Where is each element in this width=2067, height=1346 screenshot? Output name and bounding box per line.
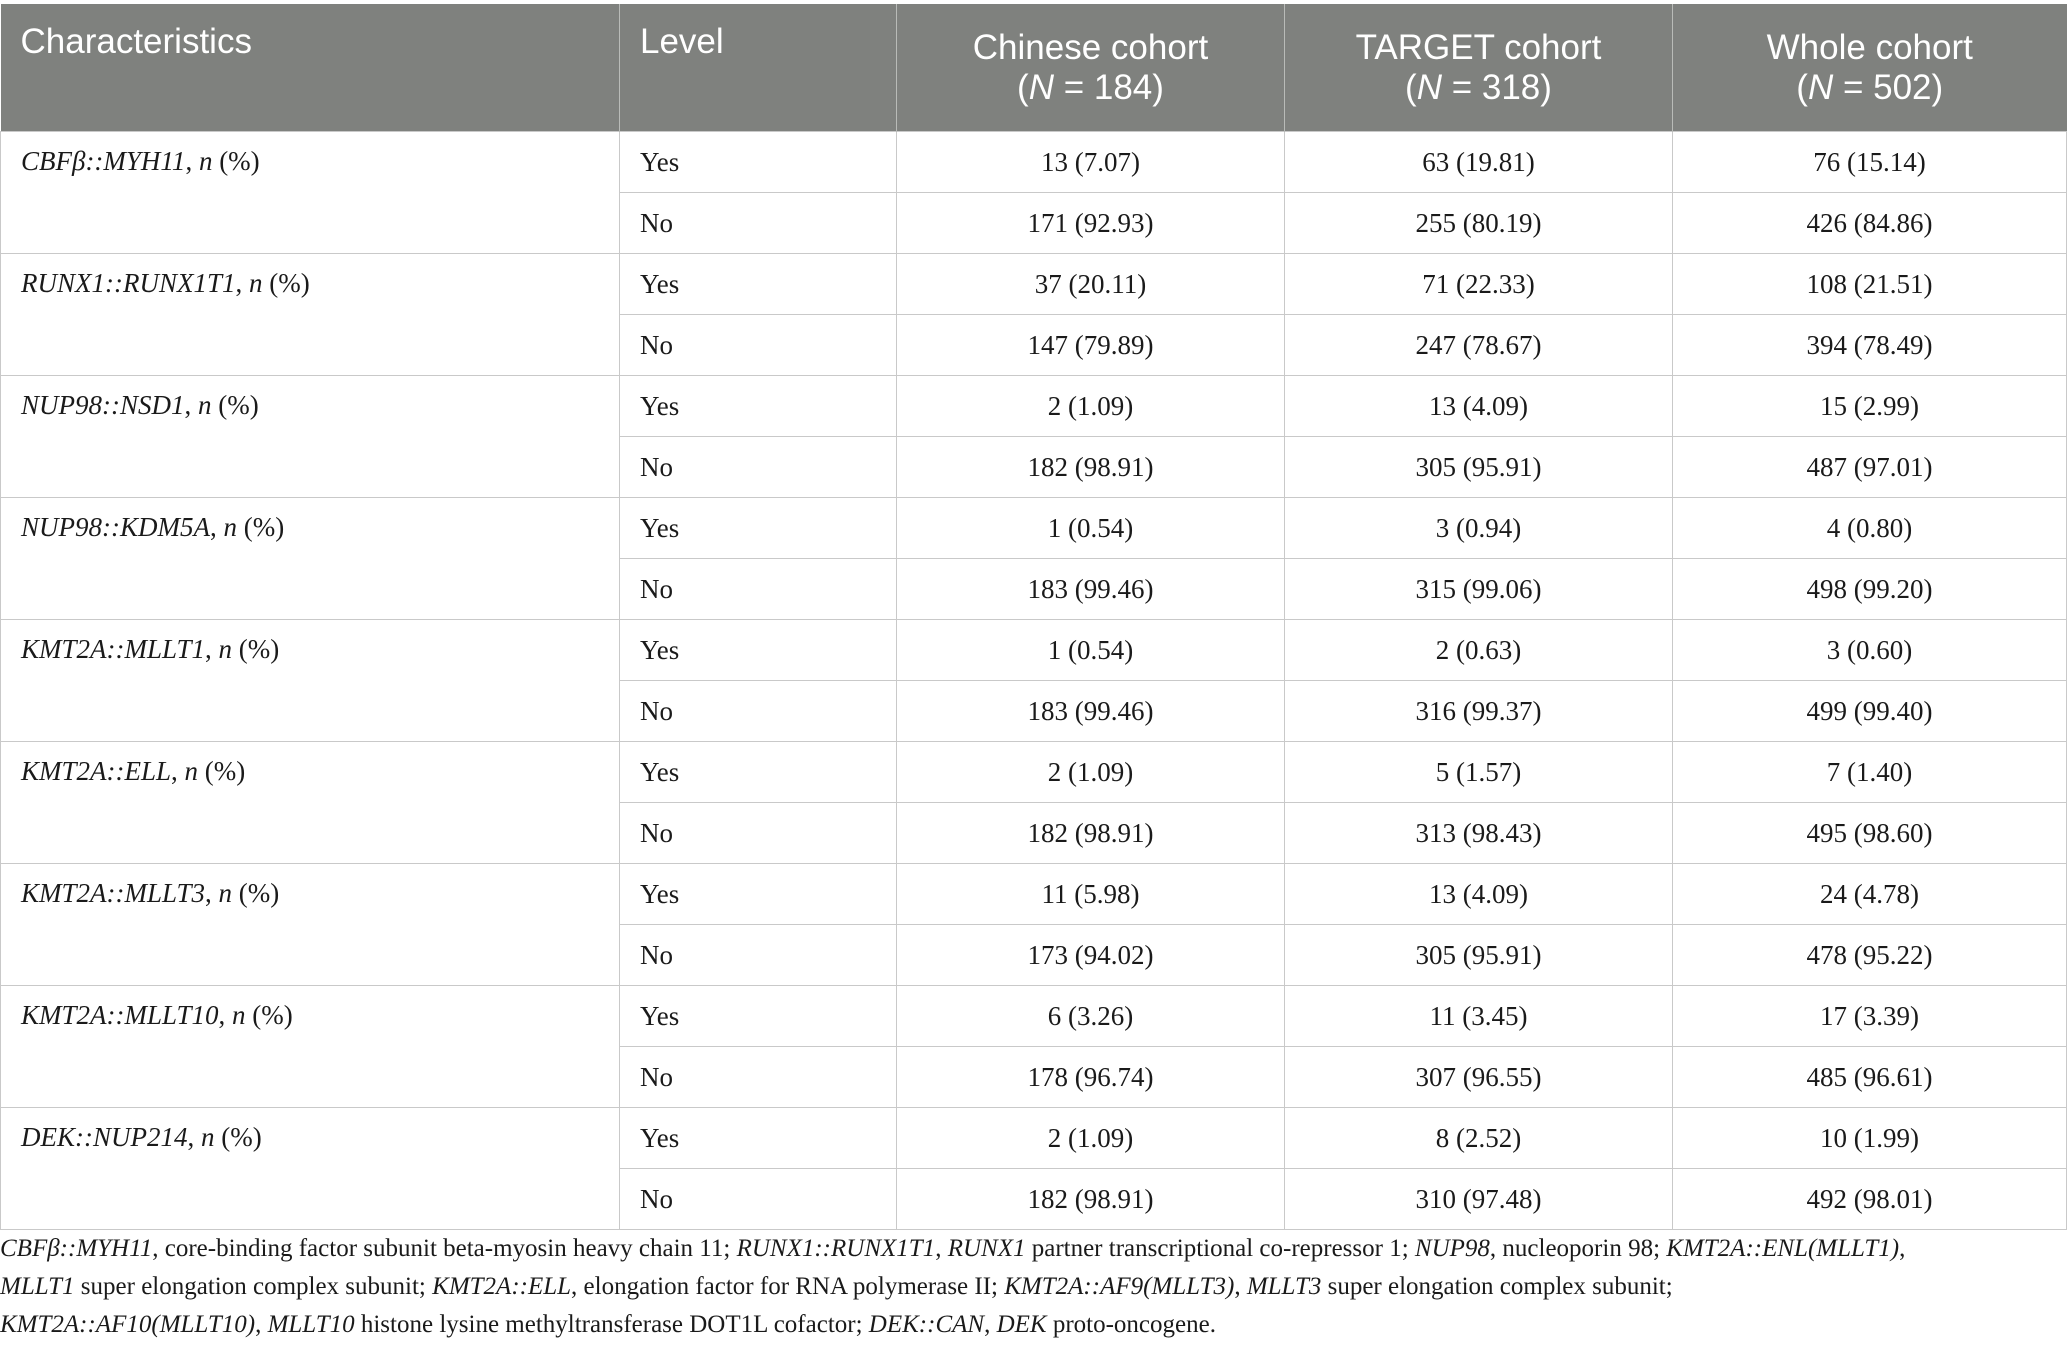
level-cell: No [620,193,897,254]
n-symbol: n [218,878,232,908]
whole-cohort-cell: 394 (78.49) [1673,315,2067,376]
footnote-text: super elongation complex subunit; [1321,1273,1673,1300]
footnote-gene-term: MLLT10 [267,1311,355,1338]
target-cohort-cell: 13 (4.09) [1285,864,1673,925]
footnote-gene-term: NUP98 [1414,1235,1490,1262]
target-cohort-cell: 63 (19.81) [1285,132,1673,193]
percent-label: (%) [198,756,246,786]
chinese-cohort-cell: 37 (20.11) [897,254,1285,315]
header-whole-cohort [1673,4,2067,132]
target-cohort-cell: 316 (99.37) [1285,681,1673,742]
chinese-cohort-cell: 2 (1.09) [897,376,1285,437]
header-n-value: = 502) [1833,67,1944,107]
characteristic-cell [1,742,620,864]
header-open-paren: ( [1405,67,1417,107]
characteristic-cell [1,132,620,254]
header-chinese-title: Chinese cohort [972,27,1209,67]
target-cohort-cell: 5 (1.57) [1285,742,1673,803]
chinese-cohort-cell: 2 (1.09) [897,742,1285,803]
percent-label: (%) [211,390,259,420]
header-n-value: = 184) [1053,67,1164,107]
header-open-paren: ( [1796,67,1808,107]
footnote-line-2 [0,1268,2060,1306]
chinese-cohort-cell: 11 (5.98) [897,864,1285,925]
table-row [1,132,2067,193]
level-cell: Yes [620,498,897,559]
whole-cohort-cell: 495 (98.60) [1673,803,2067,864]
target-cohort-cell: 313 (98.43) [1285,803,1673,864]
footnote-text: , [1234,1273,1247,1300]
level-cell: No [620,803,897,864]
table-footnote [0,1230,2060,1344]
table-row [1,986,2067,1047]
target-cohort-cell: 13 (4.09) [1285,376,1673,437]
table-body [1,132,2067,1230]
whole-cohort-cell: 24 (4.78) [1673,864,2067,925]
chinese-cohort-cell: 6 (3.26) [897,986,1285,1047]
header-target-cohort [1285,4,1673,132]
level-cell: Yes [620,254,897,315]
whole-cohort-cell: 478 (95.22) [1673,925,2067,986]
n-symbol: n [218,634,232,664]
gene-suffix: , [171,756,185,786]
chinese-cohort-cell: 182 (98.91) [897,437,1285,498]
footnote-text: super elongation complex subunit; [74,1273,433,1300]
whole-cohort-cell: 498 (99.20) [1673,559,2067,620]
whole-cohort-cell: 108 (21.51) [1673,254,2067,315]
target-cohort-cell: 315 (99.06) [1285,559,1673,620]
chinese-cohort-cell: 13 (7.07) [897,132,1285,193]
chinese-cohort-cell: 182 (98.91) [897,1169,1285,1230]
n-symbol: n [198,146,213,176]
table-row [1,376,2067,437]
gene-name: KMT2A::MLLT10 [21,1000,219,1030]
footnote-text: histone lysine methyltransferase DOT1L cofactor; [354,1311,869,1338]
footnote-text: , core-binding factor subunit beta-myosin heavy chain 11; [152,1235,737,1262]
header-n-label: N [1416,67,1442,107]
footnote-line-1 [0,1230,2060,1268]
footnote-text: , [1899,1235,1906,1262]
characteristic-cell [1,254,620,376]
characteristic-cell [1,986,620,1108]
chinese-cohort-cell: 2 (1.09) [897,1108,1285,1169]
characteristic-cell [1,864,620,986]
fusion-gene-table [0,4,2067,1230]
level-cell: Yes [620,132,897,193]
footnote-text: , [935,1235,948,1262]
level-cell: No [620,1169,897,1230]
header-level: Level [620,4,897,132]
table-header-row [1,4,2067,132]
whole-cohort-cell: 499 (99.40) [1673,681,2067,742]
chinese-cohort-cell: 183 (99.46) [897,681,1285,742]
table-row [1,864,2067,925]
footnote-gene-term: MLLT3 [1246,1273,1322,1300]
target-cohort-cell: 247 (78.67) [1285,315,1673,376]
target-cohort-cell: 305 (95.91) [1285,925,1673,986]
header-n-label: N [1028,67,1054,107]
level-cell: Yes [620,1108,897,1169]
gene-name: KMT2A::ELL [21,756,172,786]
level-cell: Yes [620,986,897,1047]
characteristic-cell [1,498,620,620]
chinese-cohort-cell: 147 (79.89) [897,315,1285,376]
whole-cohort-cell: 485 (96.61) [1673,1047,2067,1108]
percent-label: (%) [232,878,280,908]
level-cell: Yes [620,620,897,681]
footnote-gene-term: RUNX1 [947,1235,1026,1262]
header-characteristics: Characteristics [1,4,620,132]
target-cohort-cell: 2 (0.63) [1285,620,1673,681]
gene-name: RUNX1::RUNX1T1 [21,268,236,298]
footnote-gene-term: KMT2A::ENL(MLLT1) [1666,1235,1900,1262]
target-cohort-cell: 8 (2.52) [1285,1108,1673,1169]
level-cell: No [620,559,897,620]
level-cell: No [620,1047,897,1108]
whole-cohort-cell: 17 (3.39) [1673,986,2067,1047]
gene-suffix: , [235,268,249,298]
target-cohort-cell: 255 (80.19) [1285,193,1673,254]
level-cell: No [620,681,897,742]
level-cell: Yes [620,376,897,437]
whole-cohort-cell: 426 (84.86) [1673,193,2067,254]
header-n-label: N [1807,67,1834,107]
whole-cohort-cell: 487 (97.01) [1673,437,2067,498]
characteristic-cell [1,620,620,742]
chinese-cohort-cell: 1 (0.54) [897,498,1285,559]
footnote-text: , [255,1311,268,1338]
chinese-cohort-cell: 1 (0.54) [897,620,1285,681]
gene-suffix: , [185,146,199,176]
percent-label: (%) [262,268,310,298]
characteristic-cell [1,376,620,498]
header-chinese-cohort [897,4,1285,132]
footnote-gene-term: KMT2A::ELL [432,1273,572,1300]
gene-name: NUP98::KDM5A [21,512,210,542]
target-cohort-cell: 307 (96.55) [1285,1047,1673,1108]
chinese-cohort-cell: 178 (96.74) [897,1047,1285,1108]
footnote-gene-term: DEK::CAN [868,1311,985,1338]
gene-name: DEK::NUP214 [21,1122,188,1152]
target-cohort-cell: 305 (95.91) [1285,437,1673,498]
footnote-gene-term: DEK [996,1311,1047,1338]
footnote-line-3 [0,1306,2060,1344]
footnote-gene-term: KMT2A::AF9(MLLT3) [1004,1273,1235,1300]
footnote-gene-term: MLLT1 [0,1273,75,1300]
whole-cohort-cell: 15 (2.99) [1673,376,2067,437]
whole-cohort-cell: 3 (0.60) [1673,620,2067,681]
chinese-cohort-cell: 183 (99.46) [897,559,1285,620]
level-cell: No [620,925,897,986]
characteristic-cell [1,1108,620,1230]
table-row [1,254,2067,315]
n-symbol: n [200,1122,215,1152]
footnote-text: , [984,1311,997,1338]
footnote-gene-term: RUNX1::RUNX1T1 [736,1235,936,1262]
gene-suffix: , [187,1122,201,1152]
gene-suffix: , [209,512,224,542]
table-row [1,742,2067,803]
percent-label: (%) [232,634,280,664]
n-symbol: n [248,268,263,298]
target-cohort-cell: 71 (22.33) [1285,254,1673,315]
target-cohort-cell: 3 (0.94) [1285,498,1673,559]
percent-label: (%) [212,146,260,176]
gene-suffix: , [184,390,198,420]
whole-cohort-cell: 10 (1.99) [1673,1108,2067,1169]
header-n-value: = 318) [1441,67,1552,107]
percent-label: (%) [214,1122,262,1152]
table-row [1,498,2067,559]
chinese-cohort-cell: 182 (98.91) [897,803,1285,864]
percent-label: (%) [236,512,285,542]
gene-suffix: , [205,634,219,664]
footnote-gene-term: CBFβ::MYH11 [0,1235,153,1262]
chinese-cohort-cell: 171 (92.93) [897,193,1285,254]
n-symbol: n [232,1000,246,1030]
whole-cohort-cell: 4 (0.80) [1673,498,2067,559]
footnote-text: , elongation factor for RNA polymerase II; [571,1273,1005,1300]
table-row [1,1108,2067,1169]
whole-cohort-cell: 76 (15.14) [1673,132,2067,193]
gene-name: KMT2A::MLLT3 [21,878,205,908]
level-cell: Yes [620,864,897,925]
gene-suffix: , [218,1000,232,1030]
gene-name: NUP98::NSD1 [21,390,185,420]
table-row [1,620,2067,681]
footnote-text: proto-oncogene. [1046,1311,1216,1338]
level-cell: No [620,437,897,498]
chinese-cohort-cell: 173 (94.02) [897,925,1285,986]
n-symbol: n [223,512,237,542]
n-symbol: n [198,390,212,420]
level-cell: Yes [620,742,897,803]
footnote-text: partner transcriptional co-repressor 1; [1025,1235,1415,1262]
header-target-title: TARGET cohort [1355,27,1602,67]
level-cell: No [620,315,897,376]
header-whole-title: Whole cohort [1766,27,1973,67]
gene-suffix: , [205,878,219,908]
whole-cohort-cell: 492 (98.01) [1673,1169,2067,1230]
header-open-paren: ( [1017,67,1029,107]
footnote-gene-term: KMT2A::AF10(MLLT10) [0,1311,256,1338]
n-symbol: n [184,756,199,786]
target-cohort-cell: 310 (97.48) [1285,1169,1673,1230]
gene-name: KMT2A::MLLT1 [21,634,205,664]
footnote-text: , nucleoporin 98; [1489,1235,1667,1262]
gene-name: CBFβ::MYH11 [21,146,186,176]
target-cohort-cell: 11 (3.45) [1285,986,1673,1047]
percent-label: (%) [245,1000,293,1030]
whole-cohort-cell: 7 (1.40) [1673,742,2067,803]
